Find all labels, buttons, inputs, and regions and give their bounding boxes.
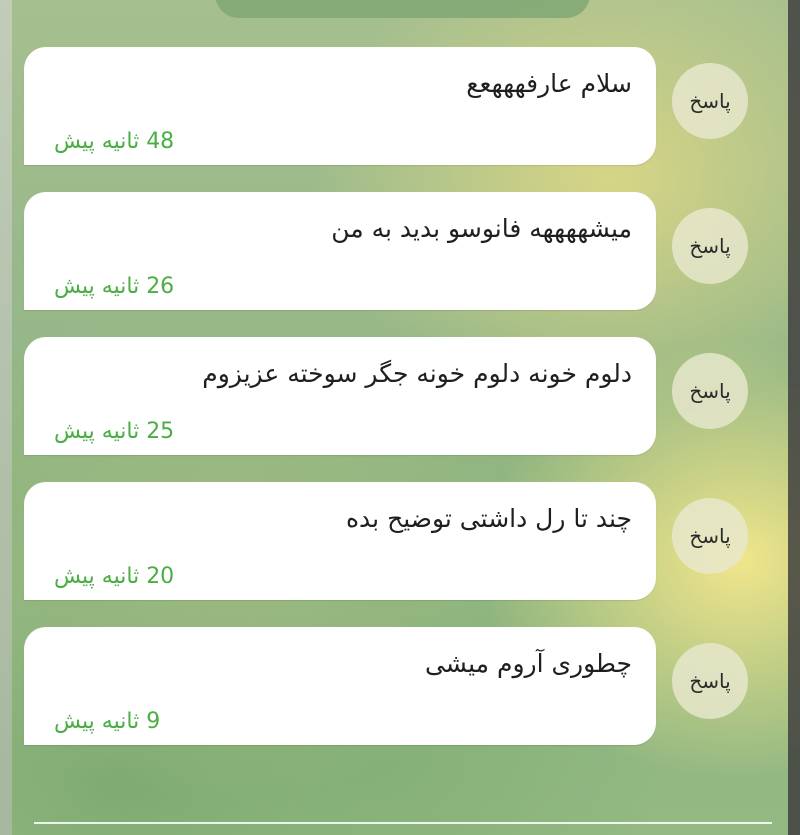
message-row [24, 192, 748, 310]
message-bubble [24, 337, 656, 455]
reply-button[interactable]: پاسخ [672, 643, 748, 719]
message-row [24, 337, 748, 455]
reply-button[interactable]: پاسخ [672, 208, 748, 284]
message-bubble [24, 192, 656, 310]
bottom-divider [34, 822, 772, 824]
message-time: 48 ثانیه پیش [54, 129, 175, 154]
message-time: 20 ثانیه پیش [54, 564, 175, 589]
message-text: چطوری آروم میشی [424, 649, 632, 678]
message-bubble [24, 627, 656, 745]
reply-button[interactable]: پاسخ [672, 63, 748, 139]
screen-edge-left [0, 0, 12, 835]
message-time: 9 ثانیه پیش [54, 709, 161, 734]
message-text: چند تا رل داشتی توضیح بده [345, 504, 632, 533]
reply-button[interactable]: پاسخ [672, 498, 748, 574]
message-text: سلام عارفهههعع [466, 69, 632, 98]
message-time: 25 ثانیه پیش [54, 419, 175, 444]
message-row [24, 482, 748, 600]
message-text: میشههههه فانوسو بدید به من [331, 214, 632, 243]
message-bubble [24, 47, 656, 165]
message-bubble [24, 482, 656, 600]
message-time: 26 ثانیه پیش [54, 274, 175, 299]
screen-edge-right [788, 0, 800, 835]
top-header-pill [215, 0, 590, 18]
message-row [24, 627, 748, 745]
reply-button[interactable]: پاسخ [672, 353, 748, 429]
message-text: دلوم خونه دلوم خونه جگر سوخته عزیزوم [202, 359, 632, 388]
message-row [24, 47, 748, 165]
